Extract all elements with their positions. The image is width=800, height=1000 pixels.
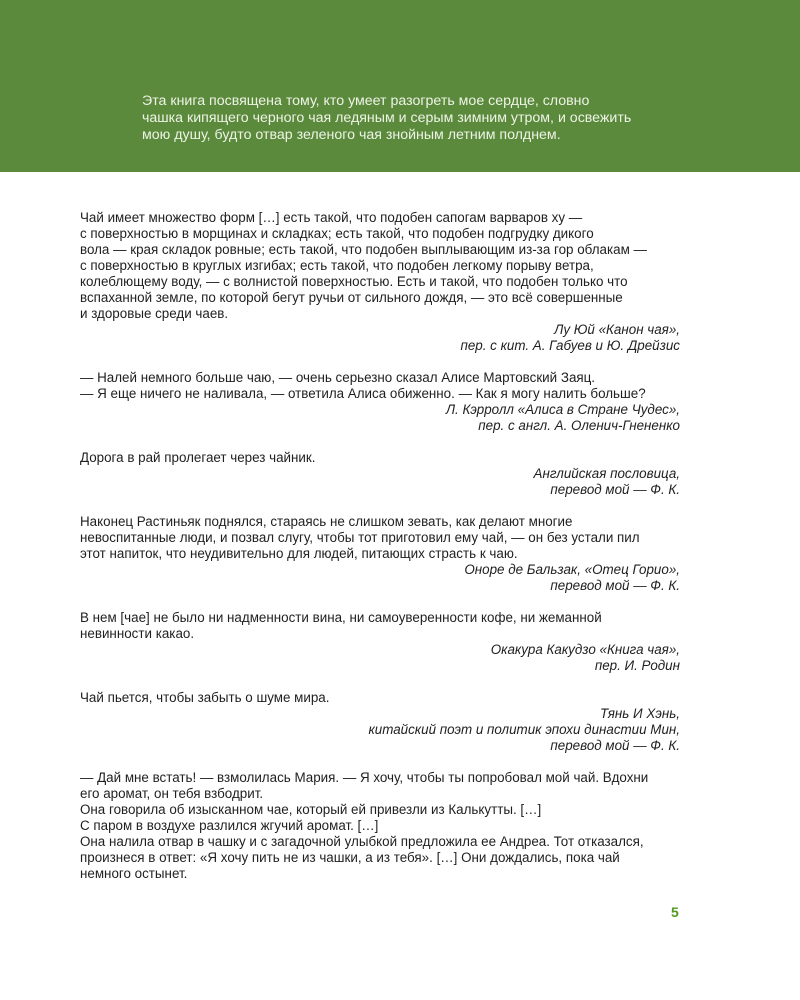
quote-line: — Я еще ничего не наливала, — ответила Алиса обиженно. — Как я могу налить больше? <box>80 386 646 401</box>
quote-line: С паром в воздухе разлился жгучий аромат. […] <box>80 818 379 833</box>
quote-line: и здоровые среди чаев. <box>80 306 229 321</box>
epigraph-okakura <box>80 610 680 674</box>
epigraph-lu-yu <box>80 210 680 354</box>
quote-line: Чай имеет множество форм […] есть такой, что подобен сапогам варваров ху — <box>80 210 583 225</box>
epigraph-attribution <box>80 402 680 434</box>
epigraphs-section <box>80 210 680 882</box>
attribution-line: перевод мой — Ф. К. <box>550 578 680 593</box>
quote-line: этот напиток, что неудивительно для людей, питающих страсть к чаю. <box>80 546 518 561</box>
quote-line: невинности какао. <box>80 626 195 641</box>
epigraph-attribution <box>80 642 680 674</box>
epigraph-attribution <box>80 466 680 498</box>
quote-line: Она налила отвар в чашку и с загадочной улыбкой предложила ее Андреа. Тот отказался, <box>80 834 644 849</box>
epigraph-attribution <box>80 562 680 594</box>
epigraph-english-proverb <box>80 450 680 498</box>
quote-line: с поверхностью в морщинах и складках; есть такой, что подобен подгрудку дикого <box>80 226 594 241</box>
attribution-line: Окакура Какудзо «Книга чая», <box>490 642 680 657</box>
dedication-text <box>142 93 702 144</box>
quote-line: Чай пьется, чтобы забыть о шуме мира. <box>80 690 330 705</box>
quote-line: — Дай мне встать! — взмолилась Мария. — Я хочу, чтобы ты попробовал мой чай. Вдохни <box>80 770 649 785</box>
quote-line: невоспитанные люди, и позвал слугу, чтобы тот приготовил ему чай, — он без устали пил <box>80 530 640 545</box>
attribution-line: Английская пословица, <box>533 466 680 481</box>
epigraph-quote <box>80 210 680 322</box>
attribution-line: перевод мой — Ф. К. <box>550 738 680 753</box>
epigraph-balzac <box>80 514 680 594</box>
attribution-line: пер. И. Родин <box>594 658 680 673</box>
epigraph-tian-yi-heng <box>80 690 680 754</box>
epigraph-maria <box>80 770 680 882</box>
quote-line: колеблющему воду, — с волнистой поверхностью. Есть и такой, что подобен только что <box>80 274 628 289</box>
quote-line: В нем [чае] не было ни надменности вина, ни самоуверенности кофе, ни жеманной <box>80 610 602 625</box>
quote-line: вспаханной земле, по которой бегут ручьи от сильного дождя, — это всё совершенные <box>80 290 623 305</box>
epigraph-quote <box>80 610 680 642</box>
quote-line: с поверхностью в круглых изгибах; есть такой, что подобен легкому порыву ветра, <box>80 258 594 273</box>
quote-line: вола — края складок ровные; есть такой, что подобен выплывающим из-за гор облакам — <box>80 242 647 257</box>
header-banner <box>0 0 800 172</box>
attribution-line: перевод мой — Ф. К. <box>550 482 680 497</box>
quote-line: Наконец Растиньяк поднялся, стараясь не слишком зевать, как делают многие <box>80 514 573 529</box>
quote-line: произнеся в ответ: «Я хочу пить не из чашки, а из тебя». […] Они дождались, пока чай <box>80 850 620 865</box>
epigraph-carroll <box>80 370 680 434</box>
epigraph-quote <box>80 690 680 706</box>
quote-line: — Налей немного больше чаю, — очень серьезно сказал Алисе Мартовский Заяц. <box>80 370 596 385</box>
attribution-line: Оноре де Бальзак, «Отец Горио», <box>464 562 680 577</box>
epigraph-quote <box>80 370 680 402</box>
quote-line: немного остынет. <box>80 866 188 881</box>
epigraph-quote <box>80 770 680 882</box>
dedication-line: чашка кипящего черного чая ледяным и серым зимним утром, и освежить <box>142 110 632 126</box>
attribution-line: Л. Кэрролл «Алиса в Стране Чудес», <box>445 402 680 417</box>
attribution-line: пер. с англ. А. Оленич-Гнененко <box>478 418 680 433</box>
page-number: 5 <box>671 904 679 920</box>
quote-line: Она говорила об изысканном чае, который ей привезли из Калькутты. […] <box>80 802 542 817</box>
epigraph-quote <box>80 514 680 562</box>
epigraph-quote <box>80 450 680 466</box>
attribution-line: пер. с кит. А. Габуев и Ю. Дрейзис <box>460 338 680 353</box>
quote-line: его аромат, он тебя взбодрит. <box>80 786 264 801</box>
dedication-line: Эта книга посвящена тому, кто умеет разогреть мое сердце, словно <box>142 93 590 109</box>
quote-line: Дорога в рай пролегает через чайник. <box>80 450 316 465</box>
epigraph-attribution <box>80 322 680 354</box>
attribution-line: Тянь И Хэнь, <box>600 706 680 721</box>
dedication-line: мою душу, будто отвар зеленого чая знойным летним полднем. <box>142 127 561 143</box>
attribution-line: Лу Юй «Канон чая», <box>554 322 680 337</box>
epigraph-attribution <box>80 706 680 754</box>
attribution-line: китайский поэт и политик эпохи династии Мин, <box>368 722 680 737</box>
